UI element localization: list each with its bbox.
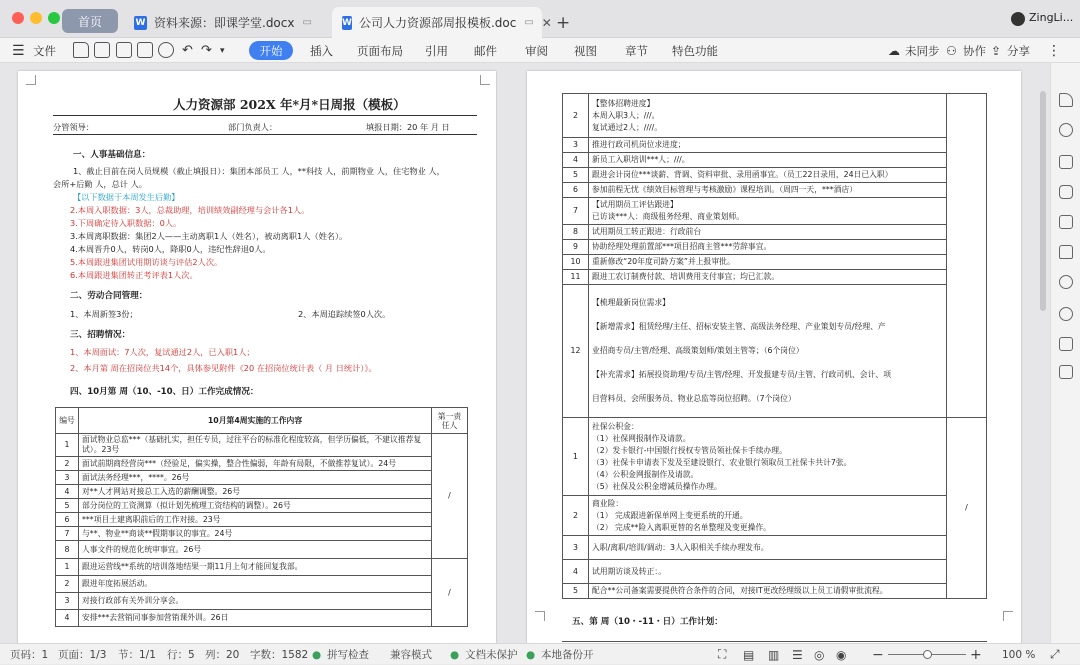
meta-dept-head: 部门负责人： (228, 122, 278, 132)
status-pages: 页面：1/3 (58, 649, 107, 661)
section-heading: 二、劳动合同管理： (70, 291, 148, 301)
protect-icon[interactable]: ● (450, 648, 460, 661)
tab-insert[interactable]: 插入 (310, 43, 333, 58)
outline-icon[interactable]: ☰ (792, 647, 803, 662)
edit-pen-icon[interactable] (1059, 93, 1073, 107)
tab-bar (0, 0, 1080, 38)
undo-icon[interactable]: ↶ (182, 43, 193, 58)
new-tab-button[interactable]: + (556, 12, 571, 33)
collaborate-button[interactable]: 协作 (963, 43, 986, 58)
word-doc-icon: W (342, 17, 352, 28)
style-icon[interactable] (1059, 155, 1073, 169)
section-heading: 三、招聘情况： (70, 330, 131, 340)
tab-references[interactable]: 引用 (425, 43, 448, 58)
file-menu[interactable]: 文件 (33, 43, 56, 58)
spell-check-button[interactable]: 拼写检查 (327, 649, 369, 661)
monitor-icon: ▭ (302, 17, 312, 28)
tab-mailings[interactable]: 邮件 (474, 43, 497, 58)
vertical-scrollbar[interactable] (1040, 91, 1046, 311)
meta-date: 填报日期：20 年 月 日 (366, 122, 450, 132)
print-icon[interactable] (137, 42, 153, 58)
tab-home[interactable]: 首页 (62, 9, 118, 33)
read-mode-icon[interactable]: ▤ (743, 647, 755, 662)
section-heading: 四、10月第 周（10、-10、日）工作完成情况： (70, 387, 259, 397)
translate-icon[interactable] (1059, 215, 1073, 229)
save-icon[interactable] (94, 42, 110, 58)
hexagon-tool-icon[interactable] (1059, 185, 1073, 199)
section-heading: 五、第 周（10・-11・日）工作计划： (572, 617, 723, 627)
tab-doc1[interactable]: W 资料来源：即课学堂.docx ▭ (135, 16, 312, 30)
page-right[interactable] (527, 71, 1021, 643)
zoom-slider[interactable] (888, 654, 966, 655)
status-col: 列：20 (205, 649, 240, 661)
tab-doc2[interactable]: W 公司人力资源部周报模板.doc ▭ ✕ (332, 7, 542, 38)
lock-icon[interactable] (1059, 245, 1073, 259)
right-tool-rail (1050, 63, 1080, 643)
tab-review[interactable]: 审阅 (525, 43, 548, 58)
main-toolbar (0, 38, 1080, 63)
collaborate-icon[interactable]: ⚇ (946, 43, 957, 58)
cloud-icon[interactable] (1059, 275, 1073, 289)
zoom-out-button[interactable]: − (872, 646, 884, 663)
work-table-right: 2 【整体招聘进度】 本周入职3人；///。 复试通过2人；////。 3 推进行政司机岗位求进度； 4 新员工入职培训***人；///。 5 跟进会计岗位***谈薪、背调、资料审批、录用函事宜。（员工22日录用，24日已入职） 6 参加前程无忧《绩效目标管理与考核激励》课程培训。（周四一天，***酒店） 7 【试用期员工评估跟进】 已访谈***人：商级租务经理、商业策划师。 8 试用期员工转正跟进：行政前台 9 协助经理处理前置部***项目招商主管***劳辞事宜。 10 重新修改“20年度司龄方案”并上报审批。 11 跟进工农订制费付款、培训费用支付事宜；均已汇款。 12 【梳理最新岗位需求】 【新增需求】租赁经理/主任、招标安装主管、高级法务经理、产业策划专员/经理、产 业招商专员/主管/经理、高级策划师/策划主管等；（6个岗位） 【补充需求】拓展投资助理/专员/主管/经理、开发报建专员/主管、行政司机、会计、项 目营料员、会所服务员、物业总监等岗位招聘。（7个岗位） 1 社保公积金： （1）社保网报制作及请款。 （2）发卡银行-中国银行授权专管员领社保卡手续办理。 （3）社保卡申请表下发及至建设银行、农业银行领取员工社保卡共计7张。 （4）公积金网报制作及请款。 （5）社保及公积金增减员操作办理。 / 2 商业险： （1） 完成跟进新保单网上变更系统的开通。 （2） 完成**险入离职更替的名单整理及变更操作。 3 入职/离职/培训/调动：3人入职相关手续办理发布。 4 试用期访谈及转正：。 5 配合**公司备案需要提供符合条件的合同，对接IT更改经理级以上员工请假审批流程。 (562, 93, 987, 599)
avatar[interactable] (1011, 12, 1025, 26)
shapes-icon[interactable] (1059, 123, 1073, 137)
tab-features[interactable]: 特色功能 (672, 43, 718, 58)
image-icon[interactable] (1059, 337, 1073, 351)
fullscreen-icon[interactable]: ⤢ (1050, 647, 1060, 661)
zoom-in-button[interactable]: + (970, 646, 982, 663)
spell-check-icon[interactable]: ● (312, 648, 322, 661)
tab-start[interactable]: 开始 (249, 41, 293, 60)
tab-chapter[interactable]: 章节 (625, 43, 648, 58)
user-name: ZingLi... (1029, 11, 1074, 24)
monitor-icon: ▭ (524, 17, 534, 28)
more-icon[interactable]: ⋮ (1047, 42, 1061, 59)
document-workspace[interactable] (0, 63, 1050, 643)
status-page-no: 页码：1 (10, 649, 49, 661)
word-doc-icon: W (135, 17, 146, 28)
backup-icon[interactable]: ● (526, 648, 536, 661)
history-icon[interactable] (1059, 307, 1073, 321)
tab-page-layout[interactable]: 页面布局 (357, 43, 403, 58)
doc-protection[interactable]: 文档未保护 (465, 649, 518, 661)
gallery-icon[interactable] (1059, 365, 1073, 379)
tab-view[interactable]: 视图 (574, 43, 597, 58)
chevron-down-icon[interactable]: ▾ (220, 45, 225, 56)
doc-title: 人力资源部 202X 年*月*日周报（模板） (173, 97, 406, 112)
fit-view-icon[interactable]: ⛶ (718, 647, 727, 661)
hamburger-menu-icon[interactable]: ☰ (12, 42, 25, 59)
eye-protect-icon[interactable]: ◉ (836, 647, 847, 662)
open-folder-icon[interactable] (73, 42, 89, 58)
local-backup[interactable]: 本地备份开 (541, 649, 594, 661)
minimize-window-button[interactable] (30, 12, 42, 24)
status-row: 行：5 (167, 649, 195, 661)
redo-icon[interactable]: ↷ (201, 43, 212, 58)
status-bar (0, 643, 1080, 664)
cloud-sync-icon[interactable]: ☁ (888, 43, 900, 58)
compat-mode[interactable]: 兼容模式 (390, 649, 432, 661)
page-left[interactable]: 人力资源部 202X 年*月*日周报（模板） 分管领导： 部门负责人： 填报日期：20 年 月 日 一、人事基础信息： 1、截止目前在岗人员规模（截止填报日）：集团本部员工 人，**科技 人，前期物业 人，住宅物业 人， 会所+后勤 人，总计 人。 【以下数据于本周发生后勤】 2.本周入职数据：3人，总裁助理，培训绩效副经理与会计各1人。 3.下周确定待入职数据：0人。 3.本周离职数据：集团2人——主动离职1人（姓名），被动离职1人（姓名）。 4.本周晋升0人，转岗0人，降职0人，违纪性辞退0人。 5.本周跟进集团试用期访谈与评估2人次。 6.本周跟进集团转正考评表1人次。 二、劳动合同管理： 1、本周新签3份； 2、本周追踪续签0人次。 三、招聘情况： 1、本周面试：7人次，复试通过2人，已入职1人； 2、本月第 周在招岗位共14个，具体参见附件《20 在招岗位统计表（ 月 日统计）》。 四、10月第 周（10、-10、日）工作完成情况： 编号 10月第4周实施的工作内容 第一责任人 1 面试物业总监***（基础扎实，担任专员，过往平台的标准化程度较高，但学历偏低，不建议推荐复试）。23号 / 2 面试前期商经营岗***（经验足，偏实操，整合性偏弱，年龄有局限，不做推荐复试）。24号 3 面试法务经理***，****。26号 4 对**人才网站对接总工入选的薪酬调整。26号 5 部分岗位的工资测算（拟计划先梳理工资结构的调整）。26号 6 ***项目土建离职前后的工作对接。23号 7 与**、物业**商谈**假期事议的事宜。24号 8 人事文件的规范化统审事宜。26号 1 跟进运营线**系统的培训落地结果一期11月上旬才能回复我部。 / 2 跟进年度拓展活动。 3 对接行政部有关外训分享会。 4 安排***去营销同事参加营销课外训。26日 (18, 71, 496, 643)
print-preview-icon[interactable] (158, 42, 174, 58)
share-button[interactable]: 分享 (1007, 43, 1030, 58)
close-window-button[interactable] (12, 12, 24, 24)
work-table-left: 编号 10月第4周实施的工作内容 第一责任人 1 面试物业总监***（基础扎实，担任专员，过往平台的标准化程度较高，但学历偏低，不建议推荐复试）。23号 / 2 面试前期商经营岗***（经验足，偏实操，整合性偏弱，年龄有局限，不做推荐复试）。24号 3 面试法务经理***，****。26号 4 对**人才网站对接总工入选的薪酬调整。26号 5 部分岗位的工资测算（拟计划先梳理工资结构的调整）。26号 6 ***项目土建离职前后的工作对接。23号 7 与**、物业**商谈**假期事议的事宜。24号 8 人事文件的规范化统审事宜。26号 1 跟进运营线**系统的培训落地结果一期11月上旬才能回复我部。 / 2 跟进年度拓展活动。 3 对接行政部有关外训分享会。 4 安排***去营销同事参加营销课外训。26日 (55, 407, 468, 627)
export-pdf-icon[interactable] (116, 42, 132, 58)
meta-leader: 分管领导： (53, 122, 94, 132)
zoom-level[interactable]: 100 % (1002, 648, 1036, 661)
zoom-slider-thumb[interactable] (923, 650, 932, 659)
page-view-icon[interactable]: ▥ (768, 647, 780, 662)
share-icon[interactable]: ⇪ (991, 43, 1002, 58)
status-section: 节：1/1 (118, 649, 156, 661)
zoom-window-button[interactable] (48, 12, 60, 24)
status-word-count[interactable]: 字数：1582 (250, 649, 309, 661)
web-view-icon[interactable]: ◎ (814, 647, 825, 662)
section-heading: 一、人事基础信息： (73, 150, 151, 160)
close-tab-icon[interactable]: ✕ (541, 15, 552, 30)
sync-status[interactable]: 未同步 (905, 43, 940, 58)
